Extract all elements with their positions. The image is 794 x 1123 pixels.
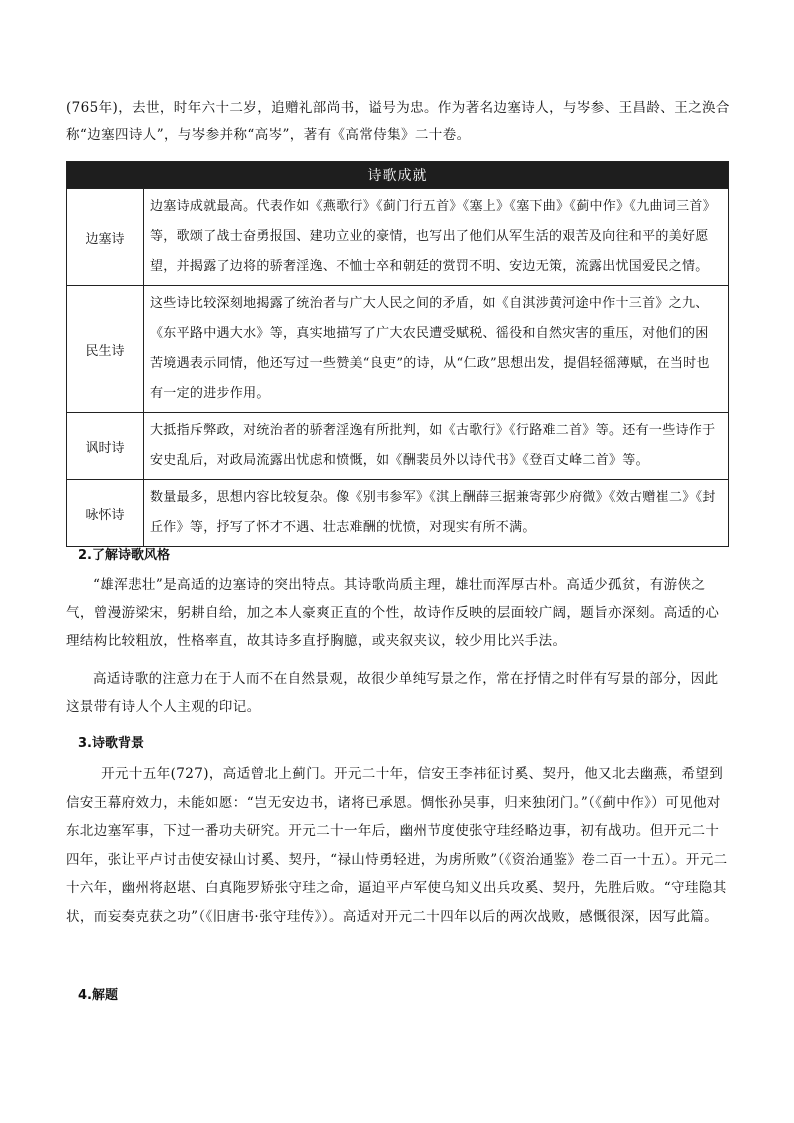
section-title-interpretation: 4.解题	[78, 988, 118, 1003]
row-description: 大抵指斥弊政，对统治者的骄奢淫逸有所批判，如《古歌行》《行路难二首》等。还有一些诗作于安史乱后，对政局流露出忧虑和愤慨，如《酬裴员外以诗代书》《登百丈峰二首》等。	[144, 413, 729, 480]
table-row	[67, 189, 729, 286]
row-category: 咏怀诗	[67, 480, 144, 547]
row-category: 民生诗	[67, 286, 144, 413]
section-title-style: 2.了解诗歌风格	[78, 548, 170, 563]
table-row	[67, 480, 729, 547]
row-description: 边塞诗成就最高。代表作如《燕歌行》《蓟门行五首》《塞上》《塞下曲》《蓟中作》《九曲词三首》等，歌颂了战士奋勇报国、建功立业的豪情，也写出了他们从军生活的艰苦及向往和平的美好愿望，并揭露了边将的骄奢淫逸、不恤士卒和朝廷的赏罚不明、安边无策，流露出忧国爱民之情。	[144, 189, 729, 286]
table-header: 诗歌成就	[67, 162, 729, 189]
intro-paragraph: (765年)，去世，时年六十二岁，追赠礼部尚书，谥号为忠。作为著名边塞诗人，与岑参、王昌龄、王之涣合称“边塞四诗人”，与岑参并称“高岑”，著有《高常侍集》二十卷。	[66, 100, 730, 143]
style-paragraph-2: 高适诗歌的注意力在于人而不在自然景观，故很少单纯写景之作，常在抒情之时伴有写景的部分，因此这景带有诗人个人主观的印记。	[66, 671, 719, 715]
table-header-row	[67, 162, 729, 189]
background-paragraph: 开元十五年(727)，高适曾北上蓟门。开元二十年，信安王李祎征讨奚、契丹，他又北去幽燕，希望到信安王幕府效力，未能如愿：“岂无安边书，诸将已承恩。惆怅孙吴事，归来独闭门。”（《蓟中作》）可见他对东北边塞军事，下过一番功夫研究。开元二十一年后，幽州节度使张守珪经略边事，初有战功。但开元二十四年，张让平卢讨击使安禄山讨奚、契丹，“禄山恃勇轻进，为虏所败”（《资治通鉴》卷二百一十五）。开元二十六年，幽州将赵堪、白真陁罗矫张守珪之命，逼迫平卢军使乌知义出兵攻奚、契丹，先胜后败。“守珪隐其状，而妄奏克获之功”（《旧唐书·张守珪传》）。高适对开元二十四年以后的两次战败，感慨很深，因写此篇。	[66, 766, 728, 925]
achievement-table	[66, 161, 729, 547]
row-description: 数量最多，思想内容比较复杂。像《别韦参军》《淇上酬薛三据兼寄郭少府微》《效古赠崔二》《封丘作》等，抒写了怀才不遇、壮志难酬的忧愤，对现实有所不满。	[144, 480, 729, 547]
section-title-background: 3.诗歌背景	[78, 736, 144, 751]
table-row	[67, 413, 729, 480]
row-description: 这些诗比较深刻地揭露了统治者与广大人民之间的矛盾，如《自淇涉黄河途中作十三首》之九、《东平路中遇大水》等，真实地描写了广大农民遭受赋税、徭役和自然灾害的重压，对他们的困苦境遇表示同情，他还写过一些赞美“良吏”的诗，从“仁政”思想出发，提倡轻徭薄赋，在当时也有一定的进步作用。	[144, 286, 729, 413]
row-category: 边塞诗	[67, 189, 144, 286]
table-row	[67, 286, 729, 413]
style-paragraph-1: “雄浑悲壮”是高适的边塞诗的突出特点。其诗歌尚质主理，雄壮而浑厚古朴。高适少孤贫，有游侠之气，曾漫游梁宋，躬耕自给，加之本人豪爽正直的个性，故诗作反映的层面较广阔，题旨亦深刻。高适的心理结构比较粗放，性格率直，故其诗多直抒胸臆，或夹叙夹议，较少用比兴手法。	[66, 577, 720, 649]
row-category: 讽时诗	[67, 413, 144, 480]
